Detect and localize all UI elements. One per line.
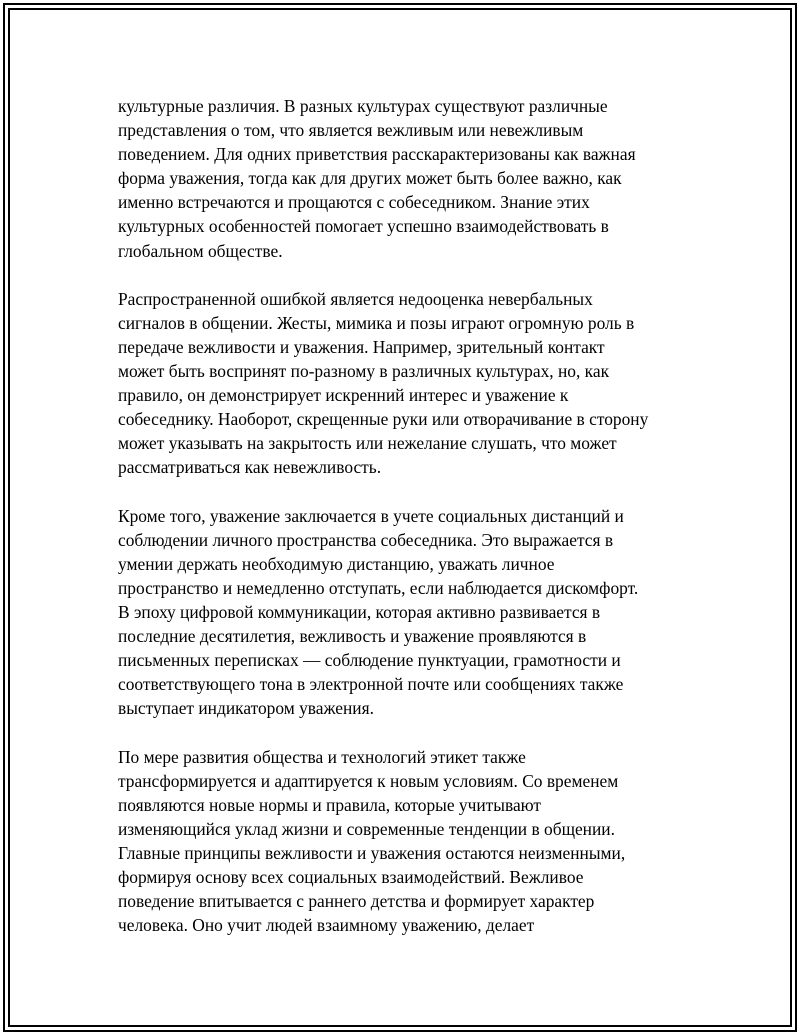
text-line: соблюдении личного пространства собеседника. Это выражается в: [118, 529, 614, 550]
text-line: формируя основу всех социальных взаимодействий. Вежливое: [118, 867, 584, 887]
text-line: последние десятилетия, вежливость и уважение проявляются в: [118, 626, 587, 647]
paragraph-etiquette-evolution: [118, 745, 718, 938]
text-line: изменяющийся уклад жизни и современные тенденции в общении.: [118, 818, 615, 839]
text-line: правило, он демонстрирует искренний интерес и уважение к: [118, 385, 569, 406]
paragraph-nonverbal-signals: [118, 287, 718, 480]
text-line: появляются новые нормы и правила, которые учитывают: [118, 794, 542, 815]
text-line: умении держать необходимую дистанцию, уважать личное: [118, 553, 555, 574]
text-line: глобальном обществе.: [118, 240, 283, 261]
text-line: именно встречаются и прощаются с собеседником. Знание этих: [118, 192, 590, 213]
text-line: культурные различия. В разных культурах существуют различные: [118, 96, 608, 116]
text-line: собеседнику. Наоборот, скрещенные руки или отворачивание в сторону: [118, 409, 649, 430]
text-line: выступает индикатором уважения.: [118, 698, 374, 719]
text-line: письменных переписках — соблюдение пунктуации, грамотности и: [118, 650, 621, 671]
paragraph-cultural-differences: [118, 94, 718, 263]
text-line: передаче вежливости и уважения. Например, зрительный контакт: [118, 336, 605, 357]
text-line: человека. Оно учит людей взаимному уважению, делает: [118, 915, 535, 936]
text-line: может указывать на закрытость или нежелание слушать, что может: [118, 433, 617, 454]
text-line: Распространенной ошибкой является недооценка невербальных: [118, 288, 593, 309]
text-line: может быть воспринят по-разному в различных культурах, но, как: [118, 361, 610, 382]
text-line: Кроме того, уважение заключается в учете социальных дистанций и: [118, 505, 624, 526]
text-line: пространство и немедленно отступать, если наблюдается дискомфорт.: [118, 577, 639, 598]
document-body: [118, 94, 718, 937]
text-line: сигналов в общении. Жесты, мимика и позы играют огромную роль в: [118, 312, 635, 333]
text-line: поведением. Для одних приветствия расскарактеризованы как важная: [118, 144, 636, 165]
text-line: Главные принципы вежливости и уважения остаются неизменными,: [118, 842, 626, 863]
text-line: поведение впитывается с раннего детства и формирует характер: [118, 891, 595, 912]
text-line: соответствующего тона в электронной почте или сообщениях также: [118, 674, 624, 695]
text-line: культурных особенностей помогает успешно взаимодействовать в: [118, 216, 609, 237]
text-line: В эпоху цифровой коммуникации, которая активно развивается в: [118, 601, 601, 622]
text-line: рассматриваться как невежливость.: [118, 457, 382, 478]
text-line: По мере развития общества и технологий этикет также: [118, 746, 526, 767]
text-line: трансформируется и адаптируется к новым условиям. Со временем: [118, 770, 619, 791]
text-line: форма уважения, тогда как для других может быть более важно, как: [118, 168, 622, 189]
paragraph-social-distance: [118, 504, 718, 721]
text-line: представления о том, что является вежливым или невежливым: [118, 120, 584, 141]
